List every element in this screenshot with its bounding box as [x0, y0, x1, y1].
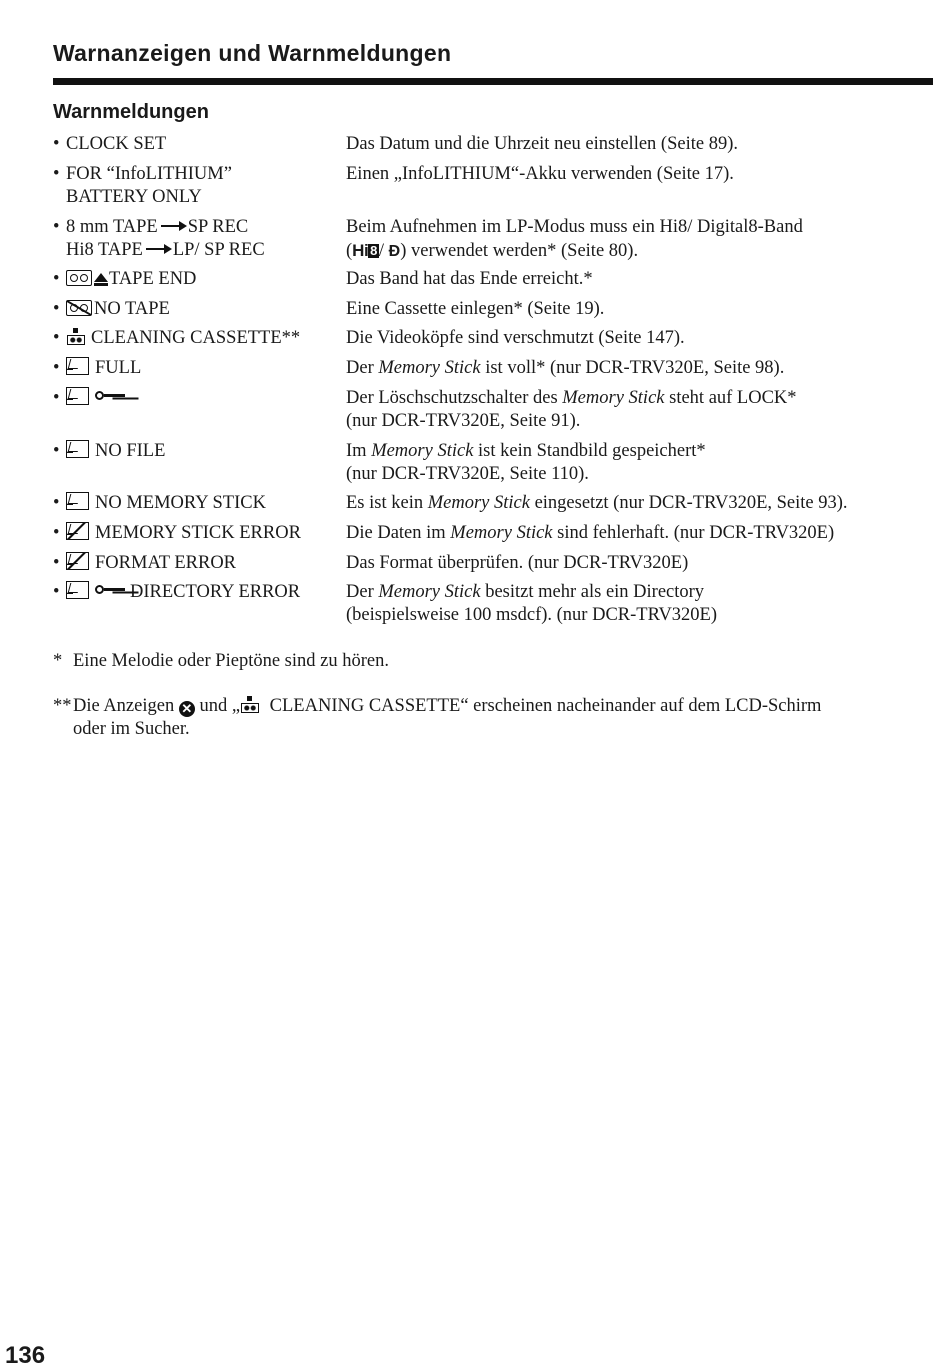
memory-stick-icon	[66, 581, 89, 599]
warning-description: Das Band hat das Ende erreicht.*	[346, 269, 593, 289]
warning-description: Beim Aufnehmen im LP-Modus muss ein Hi8/ Digital8-Band (Hi 8 / Ð) verwendet werden* (Seite 80).	[346, 217, 803, 261]
warning-description: Eine Cassette einlegen* (Seite 19).	[346, 299, 605, 319]
bullet: •	[53, 358, 60, 378]
bullet: •	[53, 441, 60, 461]
warning-description: Der Memory Stick besitzt mehr als ein Directory (beispielsweise 100 msdcf). (nur DCR-TRV320E)	[346, 582, 718, 625]
memory-stick-icon	[66, 387, 89, 405]
warning-description: Im Memory Stick ist kein Standbild gespeichert* (nur DCR-TRV320E, Seite 110).	[346, 441, 706, 484]
cleaning-icon	[240, 696, 260, 713]
bullet: •	[53, 493, 60, 513]
warning-message: 8 mm TAPE SP REC Hi8 TAPE LP/ SP REC	[66, 217, 265, 260]
memory-stick-icon	[66, 492, 89, 510]
warning-message	[66, 387, 336, 410]
memory-stick-error-icon	[66, 522, 89, 540]
section-heading: Warnmeldungen	[53, 101, 209, 123]
warning-message: NO TAPE	[66, 298, 336, 321]
warning-message: FULL	[66, 357, 336, 380]
warning-message: NO FILE	[66, 440, 336, 463]
warning-description: Der Memory Stick ist voll* (nur DCR-TRV320E, Seite 98).	[346, 358, 785, 378]
warning-description: Das Datum und die Uhrzeit neu einstellen (Seite 89).	[346, 134, 738, 154]
key-icon	[95, 583, 125, 597]
bullet: •	[53, 388, 60, 408]
bullet: •	[53, 523, 60, 543]
warning-description: Die Daten im Memory Stick sind fehlerhaft. (nur DCR-TRV320E)	[346, 523, 835, 543]
warning-description: Es ist kein Memory Stick eingesetzt (nur DCR-TRV320E, Seite 93).	[346, 493, 848, 513]
bullet: •	[53, 299, 60, 319]
digital8-logo-icon: Ð	[388, 243, 401, 260]
title-rule	[53, 78, 933, 85]
eject-icon	[94, 273, 108, 282]
x-circle-icon: ✕	[179, 701, 195, 717]
page-title: Warnanzeigen und Warnmeldungen	[53, 40, 452, 66]
bullet: •	[53, 134, 60, 154]
cassette-icon	[66, 270, 92, 286]
warning-message: DIRECTORY ERROR	[66, 581, 336, 604]
warning-description: Die Videoköpfe sind verschmutzt (Seite 147).	[346, 328, 685, 348]
warning-message: MEMORY STICK ERROR	[66, 522, 336, 545]
warning-message: CLOCK SET	[66, 134, 167, 154]
memory-stick-icon	[66, 440, 89, 458]
hi8-logo-icon: Hi 8	[352, 241, 377, 260]
bullet: •	[53, 553, 60, 573]
warning-message: FOR “InfoLITHIUM” BATTERY ONLY	[66, 164, 232, 207]
memory-stick-icon	[66, 357, 89, 375]
memory-stick-error-icon	[66, 552, 89, 570]
bullet: •	[53, 164, 60, 184]
warning-description: Einen „InfoLITHIUM“-Akku verwenden (Seite 17).	[346, 164, 734, 184]
warning-message: CLEANING CASSETTE**	[66, 327, 336, 350]
warning-description: Der Löschschutzschalter des Memory Stick steht auf LOCK* (nur DCR-TRV320E, Seite 91).	[346, 388, 797, 431]
page-number: 136	[5, 1342, 46, 1369]
bullet: •	[53, 269, 60, 289]
warning-description: Das Format überprüfen. (nur DCR-TRV320E)	[346, 553, 689, 573]
warning-message: TAPE END	[66, 268, 336, 291]
key-icon	[95, 389, 125, 403]
cassette-crossed-icon	[66, 300, 92, 316]
arrow-right-icon	[161, 225, 185, 227]
warning-message: FORMAT ERROR	[66, 552, 336, 575]
cleaning-icon	[66, 328, 86, 345]
bullet: •	[53, 582, 60, 602]
warning-message: NO MEMORY STICK	[66, 492, 336, 515]
bullet: •	[53, 217, 60, 237]
bullet: •	[53, 328, 60, 348]
arrow-right-icon	[146, 248, 170, 250]
